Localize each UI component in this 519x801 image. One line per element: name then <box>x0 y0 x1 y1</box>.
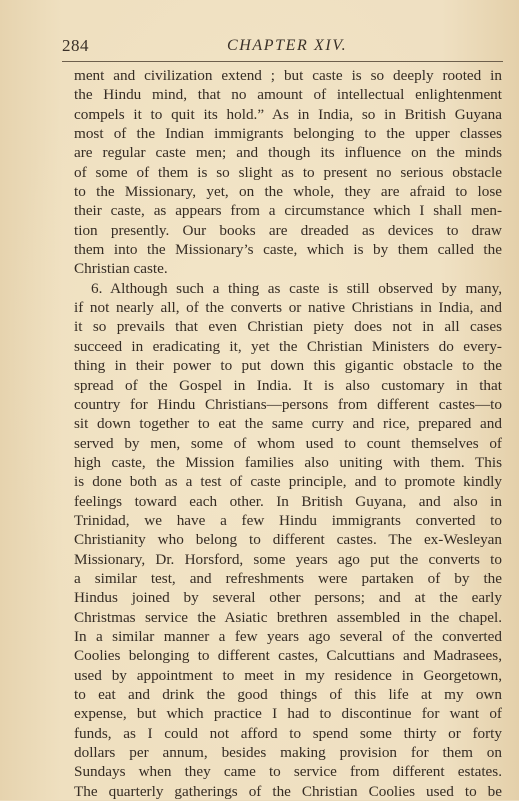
text-line: if not nearly all, of the converts or native Christians in India, and <box>74 299 502 317</box>
text-line: to eat and drink the good things of this life at my own <box>74 686 502 703</box>
text-line: compels it to quit its hold.” As in India, so in British Guyana <box>74 105 502 123</box>
text-line: Sundays when they came to service from different estates. <box>74 763 502 781</box>
text-line: to the Missionary, yet, on the whole, they are afraid to lose <box>74 183 502 201</box>
text-line: succeed in eradicating it, yet the Christian Ministers do every- <box>74 337 502 355</box>
text-line: their caste, as appears from a circumstance which I shall men- <box>74 202 502 220</box>
text-line: The quarterly gatherings of the Christian Coolies used to be <box>74 782 502 800</box>
text-line: feelings toward each other. In British Guyana, and also in <box>74 492 502 510</box>
text-line: used by appointment to meet in my residence in Georgetown, <box>74 666 502 684</box>
text-line: ment and civilization extend ; but caste is so deeply rooted in <box>74 67 502 84</box>
text-line: Trinidad, we have a few Hindu immigrants converted to <box>74 511 502 529</box>
text-line: funds, as I could not afford to spend some thirty or forty <box>74 724 502 742</box>
text-line: most of the Indian immigrants belonging to the upper classes <box>74 125 502 143</box>
text-line: Coolies belonging to different castes, Calcuttians and Madrasees, <box>74 647 502 665</box>
paragraph-start-line: 6. Although such a thing as caste is still observed by many, <box>91 279 502 297</box>
text-line: tion presently. Our books are dreaded as devices to draw <box>74 221 502 239</box>
text-line: are regular caste men; and though its influence on the minds <box>74 144 502 162</box>
text-line: country for Hindu Christians—persons from different castes—to <box>74 395 502 413</box>
text-line: Hindus joined by several other persons; and at the early <box>74 589 502 607</box>
text-line: dollars per annum, besides making provision for them on <box>74 744 502 762</box>
text-line: them into the Missionary’s caste, which is by them called the <box>74 241 502 259</box>
text-line: is done both as a test of caste principle, and to promote kindly <box>74 473 502 491</box>
text-line: the Hindu mind, that no amount of intellectual enlightenment <box>74 86 502 104</box>
text-line: Christian caste. <box>74 260 168 278</box>
text-line: Missionary, Dr. Horsford, some years ago put the converts to <box>74 550 502 568</box>
text-line: it so prevails that even Christian piety does not in all cases <box>74 318 502 336</box>
text-line: served by men, some of whom used to count themselves of <box>74 434 502 452</box>
text-line: high caste, the Mission families also uniting with them. This <box>74 453 502 471</box>
running-header <box>62 36 502 60</box>
text-line: expense, but which practice I had to discontinue for want of <box>74 705 502 723</box>
chapter-title: CHAPTER XIV. <box>227 37 348 54</box>
page-number: 284 <box>62 36 89 55</box>
text-line: sit down together to eat the same curry and rice, prepared and <box>74 415 502 433</box>
text-line: spread of the Gospel in India. It is also customary in that <box>74 376 502 394</box>
header-rule <box>62 61 503 62</box>
text-line: In a similar manner a few years ago several of the converted <box>74 627 502 645</box>
text-line: of some of them is so slight as to present no serious obstacle <box>74 163 502 181</box>
text-line: a similar test, and refreshments were partaken of by the <box>74 569 502 587</box>
text-line: thing in their power to put down this gigantic obstacle to the <box>74 357 502 375</box>
body-text <box>74 66 502 801</box>
text-line: Christmas service the Asiatic brethren assembled in the chapel. <box>74 608 502 626</box>
text-line: Christianity who belong to different castes. The ex-Wesleyan <box>74 531 502 549</box>
